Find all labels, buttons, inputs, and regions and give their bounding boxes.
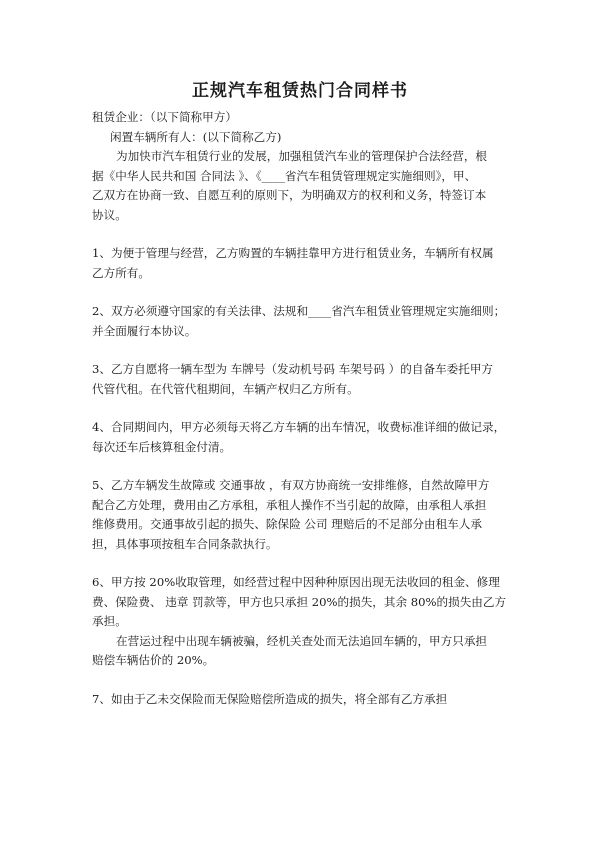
preamble-line: 据《中华人民共和国 合同法 》、《____省汽车租赁管理规定实施细则》，甲、: [92, 168, 477, 183]
clause-line: 担，具体事项按租车合同条款执行。: [92, 536, 278, 551]
clause-line: 费、保险费、 违章 罚款等，甲方也只承担 20%的损失，其余 80%的损失由乙方: [92, 594, 507, 609]
clause-line: 2、双方必须遵守国家的有关法律、法规和____省汽车租赁业管理规定实施细则；: [92, 304, 506, 318]
preamble-line: 协议。: [92, 207, 127, 222]
clause-6: [92, 573, 532, 671]
preamble-line: 乙双方在协商一致、自愿互利的原则下，为明确双方的权利和义务，特签订本: [92, 188, 487, 202]
clause-line: 配合乙方处理，费用由乙方承租，承租人操作不当引起的故障，由承租人承担: [92, 497, 487, 512]
clause-line: 在营运过程中出现车辆被骗，经机关查处而无法追回车辆的，甲方只承担: [116, 633, 488, 648]
clause-line: 3、乙方自愿将一辆车型为 车牌号（发动机号码 车架号码 ）的自备车委托甲方: [92, 362, 494, 376]
document-body: [92, 108, 532, 709]
clause-5: [92, 476, 532, 554]
clause-line: 4、合同期间内，甲方必须每天将乙方车辆的出车情况，收费标准详细的做记录，: [92, 420, 506, 434]
preamble-paragraph: [92, 147, 532, 225]
clause-line: 6、甲方按 20%收取管理，如经营过程中因种种原因出现无法收回的租金、修理: [92, 575, 500, 589]
clause-line: 乙方所有。: [92, 265, 150, 280]
clause-line: 7、如由于乙未交保险而无保险赔偿所造成的损失，将全部有乙方承担: [92, 691, 448, 706]
clause-line: 1、为便于管理与经营，乙方购置的车辆挂靠甲方进行租赁业务，车辆所有权属: [92, 246, 494, 260]
clause-3: [92, 360, 532, 399]
clause-line: 赔偿车辆估价的 20%。: [92, 653, 215, 667]
clause-7: [92, 690, 532, 710]
clause-4: [92, 418, 532, 457]
document-title: 正规汽车租赁热门合同样书: [192, 81, 408, 101]
party-a-line: 租赁企业：（以下简称甲方）: [92, 110, 237, 124]
clause-line: 维修费用。交通事故引起的损失、除保险 公司 理赔后的不足部分由租车人承: [92, 517, 482, 531]
preamble-line: 为加快市汽车租赁行业的发展，加强租赁汽车业的管理保护合法经营，根: [116, 149, 488, 163]
clause-2: [92, 302, 532, 341]
clause-line: 每次还车后核算租金付清。: [92, 439, 232, 454]
clause-1: [92, 244, 532, 283]
clause-line: 承担。: [92, 614, 127, 628]
clause-line: 代管代租。在代管代租期间，车辆产权归乙方所有。: [92, 381, 359, 396]
clause-line: 并全面履行本协议。: [92, 323, 197, 338]
party-b-line: 闲置车辆所有人：(以下简称乙方): [110, 129, 282, 144]
clause-line: 5、乙方车辆发生故障或 交通事故 ，有双方协商统一安排维修，自然故障甲方: [92, 478, 490, 492]
